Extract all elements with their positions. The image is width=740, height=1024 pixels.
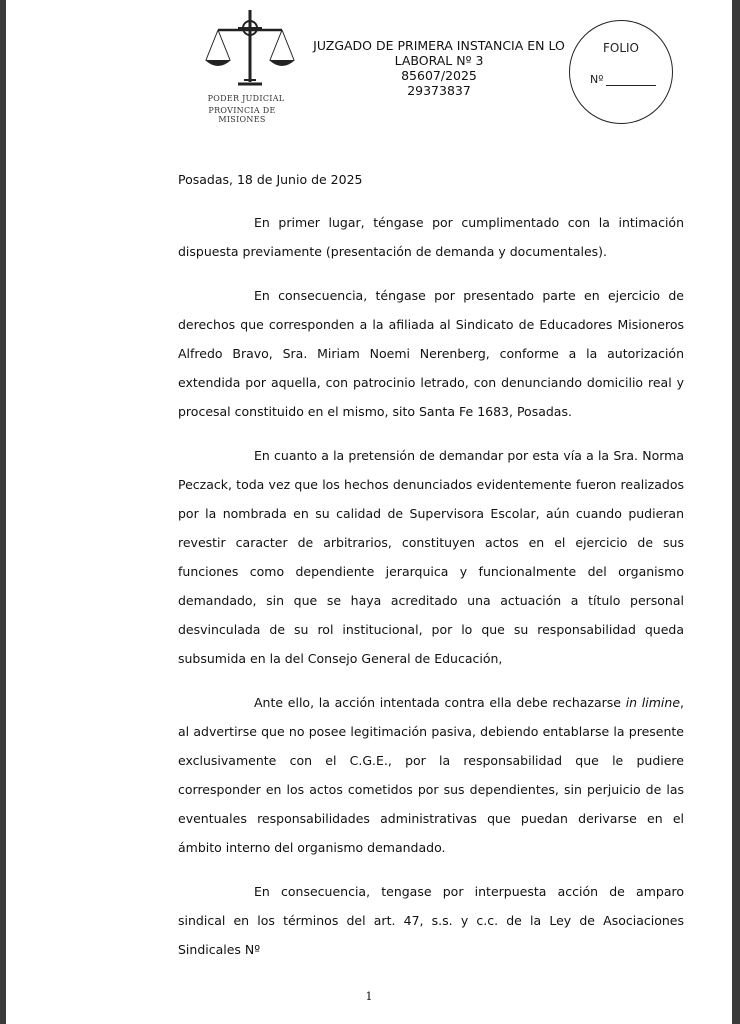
court-name-line2: LABORAL Nº 3 (394, 53, 484, 68)
paragraph-4-text-after: , al advertirse que no posee legitimación pasiva, debiendo entablarse la presente exclusivamente con el C.G.E., por la responsabilidad que le pudiere corresponder en los actos cometidos por sus dependientes, sin perjuicio de las eventuales responsabilidades administrativas que puedan derivarse en el ámbito interno del organismo demandado. (178, 695, 684, 855)
date-line: Posadas, 18 de Junio de 2025 (178, 172, 363, 187)
document-page (6, 0, 732, 1024)
scales-of-justice-icon (204, 8, 296, 92)
court-name-line1: JUZGADO DE PRIMERA INSTANCIA EN LO (313, 38, 565, 53)
logo-text-line2: PROVINCIA DE MISIONES (208, 106, 276, 124)
page-number: 1 (365, 990, 373, 1003)
paragraph-4 (178, 688, 684, 862)
paragraph-5: En consecuencia, tengase por interpuesta acción de amparo sindical en los términos del art. 47, s.s. y c.c. de la Ley de Asociaciones Sindicales Nº (178, 884, 684, 957)
paragraph-4-text-before: Ante ello, la acción intentada contra ella debe rechazarse (254, 695, 626, 710)
document-id: 29373837 (407, 83, 471, 98)
paragraph-1: En primer lugar, téngase por cumplimentado con la intimación dispuesta previamente (presentación de demanda y documentales). (178, 215, 684, 259)
folio-number-label: Nº (590, 73, 604, 86)
folio-stamp (569, 20, 673, 124)
folio-label: FOLIO (602, 41, 640, 55)
paragraph-4-italic-term: in limine (625, 695, 681, 710)
paragraph-2: En consecuencia, téngase por presentado parte en ejercicio de derechos que corresponden a la afiliada al Sindicato de Educadores Misioneros Alfredo Bravo, Sra. Miriam Noemi Nerenberg, conforme a la autorización extendida por aquella, con patrocinio letrado, con denunciando domicilio real y procesal constituido en el mismo, sito Santa Fe 1683, Posadas. (178, 288, 684, 419)
court-header (304, 38, 574, 98)
document-body (178, 208, 684, 979)
folio-number-blank (606, 85, 656, 86)
case-number: 85607/2025 (401, 68, 477, 83)
paragraph-3: En cuanto a la pretensión de demandar por esta vía a la Sra. Norma Peczack, toda vez que los hechos denunciados evidentemente fueron realizados por la nombrada en su calidad de Supervisora Escolar, aún cuando pudieran revestir caracter de arbitrarios, constituyen actos en el ejercicio de sus funciones como dependiente jerarquica y funcionalmente del organismo demandado, sin que se haya acreditado una actuación a título personal desvinculada de su rol institucional, por lo que su responsabilidad queda subsumida en la del Consejo General de Educación, (178, 448, 684, 666)
judicial-logo (196, 8, 312, 124)
logo-text-line1: PODER JUDICIAL (207, 94, 285, 103)
